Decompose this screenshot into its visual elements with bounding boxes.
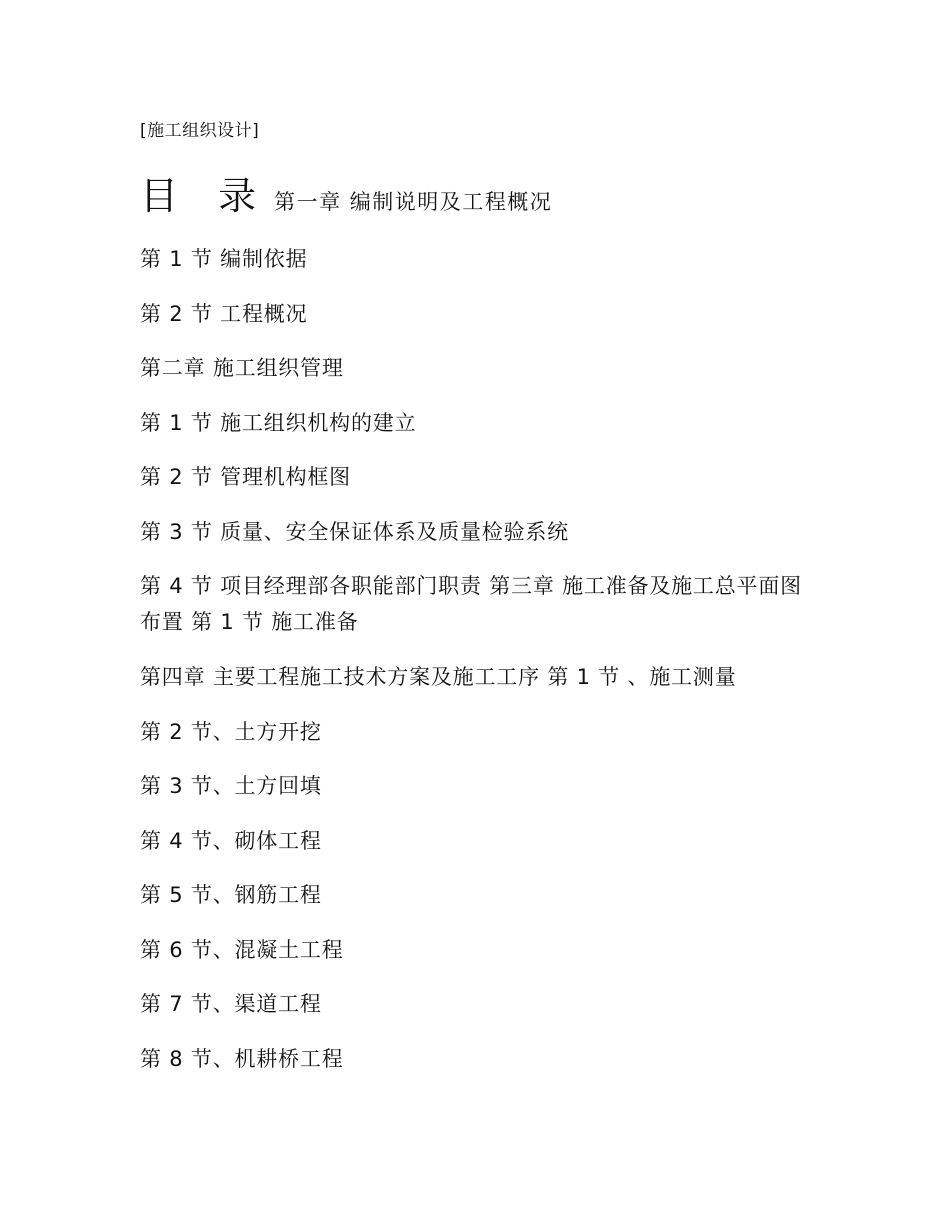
toc-entry: 第 3 节、土方回填 xyxy=(140,774,322,798)
toc-heading xyxy=(140,172,840,220)
toc-entry: 第 6 节、混凝土工程 xyxy=(140,938,344,962)
toc-entry: 第 8 节、机耕桥工程 xyxy=(140,1047,344,1071)
toc-entry: 第 2 节、土方开挖 xyxy=(140,720,322,744)
toc-chapter-1: 第一章 编制说明及工程概况 xyxy=(274,190,553,214)
toc-entry: 第 7 节、渠道工程 xyxy=(140,992,322,1016)
toc-entry: 第 2 节 工程概况 xyxy=(140,302,308,326)
toc-entry: 第 4 节、砌体工程 xyxy=(140,829,322,853)
toc-entry: 第二章 施工组织管理 xyxy=(140,356,344,380)
toc-title: 目 录 xyxy=(140,174,271,218)
document-label: [施工组织设计] xyxy=(140,121,260,141)
toc-entry: 第 4 节 项目经理部各职能部门职责 第三章 施工准备及施工总平面图布置 第 1 节 施工准备 xyxy=(140,574,802,634)
toc-entry: 第 1 节 施工组织机构的建立 xyxy=(140,411,417,435)
toc-entry: 第 3 节 质量、安全保证体系及质量检验系统 xyxy=(140,520,569,544)
toc-entry: 第 5 节、钢筋工程 xyxy=(140,883,322,907)
toc-entry: 第四章 主要工程施工技术方案及施工工序 第 1 节 、施工测量 xyxy=(140,665,737,689)
toc-entry: 第 2 节 管理机构框图 xyxy=(140,465,351,489)
toc-entry: 第 1 节 编制依据 xyxy=(140,247,308,271)
